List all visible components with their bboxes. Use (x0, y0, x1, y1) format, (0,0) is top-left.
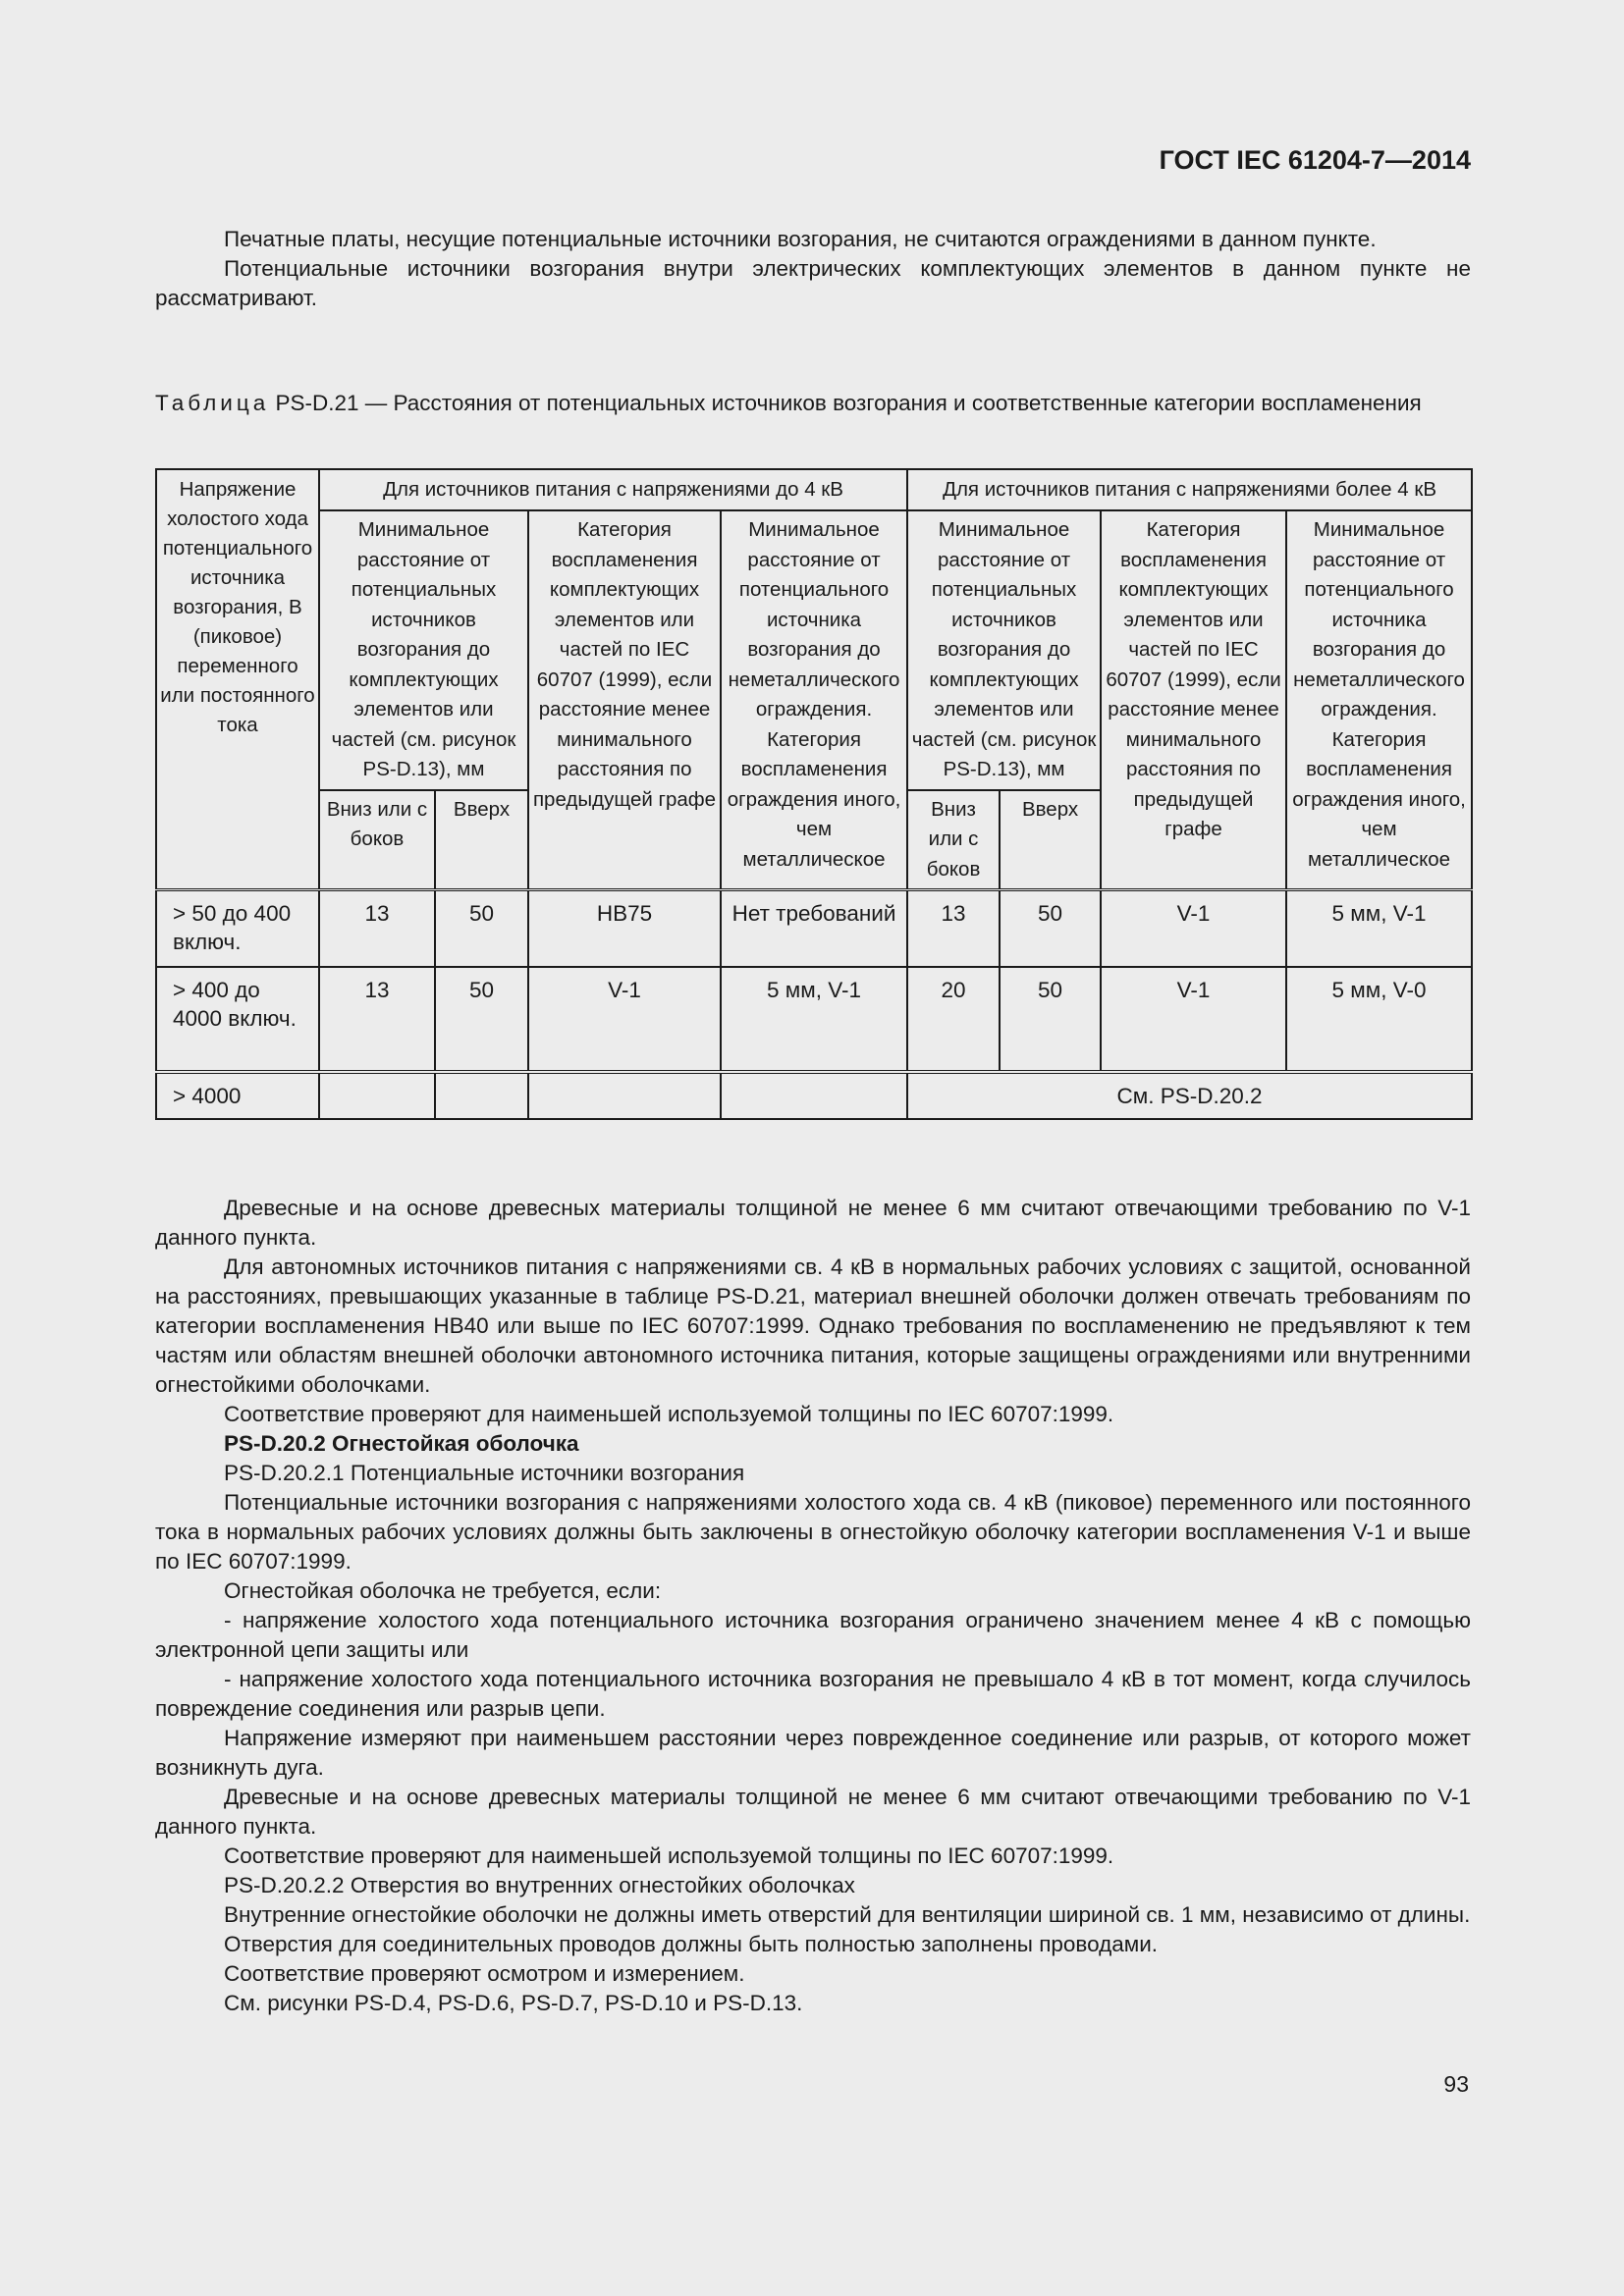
body-paragraph: Соответствие проверяют для наименьшей используемой толщины по IEC 60707:1999. (224, 1843, 1114, 1868)
body-text (155, 1194, 1471, 2018)
table-cell: 5 мм, V-0 (1286, 967, 1472, 1072)
body-paragraph: Потенциальные источники возгорания с напряжениями холостого хода св. 4 кВ (пиковое) переменного или постоянного тока в нормальных рабочих условиях должны быть заключены в огнестойкую оболочку категории воспламенения V-1 и выше по IEC 60707:1999. (155, 1490, 1471, 1574)
caption-prefix: Таблица (155, 391, 270, 415)
body-paragraph: См. рисунки PS-D.4, PS-D.6, PS-D.7, PS-D.10 и PS-D.13. (224, 1991, 803, 2015)
header-min-distance-high: Минимальное расстояние от потенциальных источников возгорания до комплектующих элементов или частей (см. рисунок PS-D.13), мм (907, 510, 1101, 790)
document-header: ГОСТ IEC 61204-7—2014 (1159, 145, 1471, 175)
body-paragraph: Соответствие проверяют осмотром и измерением. (224, 1961, 745, 1986)
header-group-low: Для источников питания с напряжениями до 4 кВ (319, 469, 907, 510)
body-paragraph: Отверстия для соединительных проводов должны быть полностью заполнены проводами. (224, 1932, 1159, 1956)
table-row (156, 1072, 1472, 1119)
body-paragraph: Соответствие проверяют для наименьшей используемой толщины по IEC 60707:1999. (224, 1402, 1114, 1426)
table-header-row (156, 510, 1472, 790)
header-group-high: Для источников питания с напряжениями более 4 кВ (907, 469, 1472, 510)
header-enclosure-low: Минимальное расстояние от потенциального источника возгорания до неметаллического ограждения. Категория воспламенения ограждения иного, чем металлическое (721, 510, 907, 890)
table-cell: 20 (907, 967, 1000, 1072)
table-cell: > 4000 (156, 1072, 319, 1119)
table-cell: 5 мм, V-1 (721, 967, 907, 1072)
table-cell: 50 (435, 967, 528, 1072)
intro-text (155, 225, 1471, 313)
table-cell: 13 (907, 890, 1000, 967)
body-paragraph: Напряжение измеряют при наименьшем расстоянии через поврежденное соединение или разрыв, от которого может возникнуть дуга. (155, 1726, 1471, 1780)
body-paragraph: Огнестойкая оболочка не требуется, если: (224, 1578, 662, 1603)
section-heading: PS-D.20.2 Огнестойкая оболочка (224, 1431, 579, 1456)
table-cell (528, 1072, 721, 1119)
caption-text: PS-D.21 — Расстояния от потенциальных источников возгорания и соответственные категории воспламенения (275, 391, 1422, 415)
body-paragraph: Древесные и на основе древесных материалы толщиной не менее 6 мм считают отвечающими требованию по V-1 данного пункта. (155, 1196, 1471, 1250)
table-cell (319, 1072, 435, 1119)
body-paragraph: PS-D.20.2.2 Отверстия во внутренних огнестойких оболочках (224, 1873, 855, 1897)
distance-table (155, 468, 1473, 1120)
header-down-high: Вниз или с боков (907, 790, 1000, 890)
table-cell: 50 (435, 890, 528, 967)
table-cell: 50 (1000, 967, 1101, 1072)
body-paragraph: Древесные и на основе древесных материалы толщиной не менее 6 мм считают отвечающими требованию по V-1 данного пункта. (155, 1785, 1471, 1839)
table-row (156, 890, 1472, 967)
table-cell-reference: См. PS-D.20.2 (907, 1072, 1472, 1119)
body-paragraph: Для автономных источников питания с напряжениями св. 4 кВ в нормальных рабочих условиях с защитой, основанной на расстояниях, превышающих указанные в таблице PS-D.21, материал внешней оболочки должен отвечать требованиям по категории воспламенения HB40 или выше по IEC 60707:1999. Однако требования по воспламенению не предъявляют к тем частям или областям внешней оболочки автономного источника питания, которые защищены ограждениями или внутренними огнестойкими оболочками. (155, 1255, 1471, 1397)
table-cell: 5 мм, V-1 (1286, 890, 1472, 967)
table-cell: V-1 (1101, 967, 1286, 1072)
table-cell: V-1 (528, 967, 721, 1072)
body-paragraph: PS-D.20.2.1 Потенциальные источники возгорания (224, 1461, 745, 1485)
table-cell: 13 (319, 890, 435, 967)
table-cell (721, 1072, 907, 1119)
table-cell: > 50 до 400 включ. (156, 890, 319, 967)
intro-paragraph: Печатные платы, несущие потенциальные источники возгорания, не считаются ограждениями в данном пункте. (224, 227, 1377, 251)
table-caption (155, 389, 1471, 418)
table-cell: Нет требований (721, 890, 907, 967)
header-enclosure-high: Минимальное расстояние от потенциального источника возгорания до неметаллического ограждения. Категория воспламенения ограждения иного, чем металлическое (1286, 510, 1472, 890)
table-header-row (156, 469, 1472, 510)
header-up-low: Вверх (435, 790, 528, 890)
header-down-low: Вниз или с боков (319, 790, 435, 890)
header-category-high: Категория воспламенения комплектующих элементов или частей по IEC 60707 (1999), если расстояние менее минимального расстояния по предыдущей графе (1101, 510, 1286, 890)
body-paragraph: Внутренние огнестойкие оболочки не должны иметь отверстий для вентиляции шириной св. 1 мм, независимо от длины. (224, 1902, 1471, 1927)
table-cell: 50 (1000, 890, 1101, 967)
body-paragraph: - напряжение холостого хода потенциального источника возгорания ограничено значением менее 4 кВ с помощью электронной цепи защиты или (155, 1608, 1471, 1662)
table-cell: V-1 (1101, 890, 1286, 967)
header-category-low: Категория воспламенения комплектующих элементов или частей по IEC 60707 (1999), если расстояние менее минимального расстояния по предыдущей графе (528, 510, 721, 890)
table-row (156, 967, 1472, 1072)
table-cell: HB75 (528, 890, 721, 967)
intro-paragraph: Потенциальные источники возгорания внутри электрических комплектующих элементов в данном пункте не рассматривают. (155, 256, 1471, 310)
table-cell (435, 1072, 528, 1119)
header-min-distance-low: Минимальное расстояние от потенциальных источников возгорания до комплектующих элементов или частей (см. рисунок PS-D.13), мм (319, 510, 528, 790)
table-cell: 13 (319, 967, 435, 1072)
page-number: 93 (1443, 2071, 1469, 2097)
body-paragraph: - напряжение холостого хода потенциального источника возгорания не превышало 4 кВ в тот момент, когда случилось повреждение соединения или разрыв цепи. (155, 1667, 1471, 1721)
table-cell: > 400 до 4000 включ. (156, 967, 319, 1072)
header-up-high: Вверх (1000, 790, 1101, 890)
header-voltage: Напряжение холостого хода потенциального источника возгорания, В (пиковое) переменного или постоянного тока (156, 469, 319, 890)
